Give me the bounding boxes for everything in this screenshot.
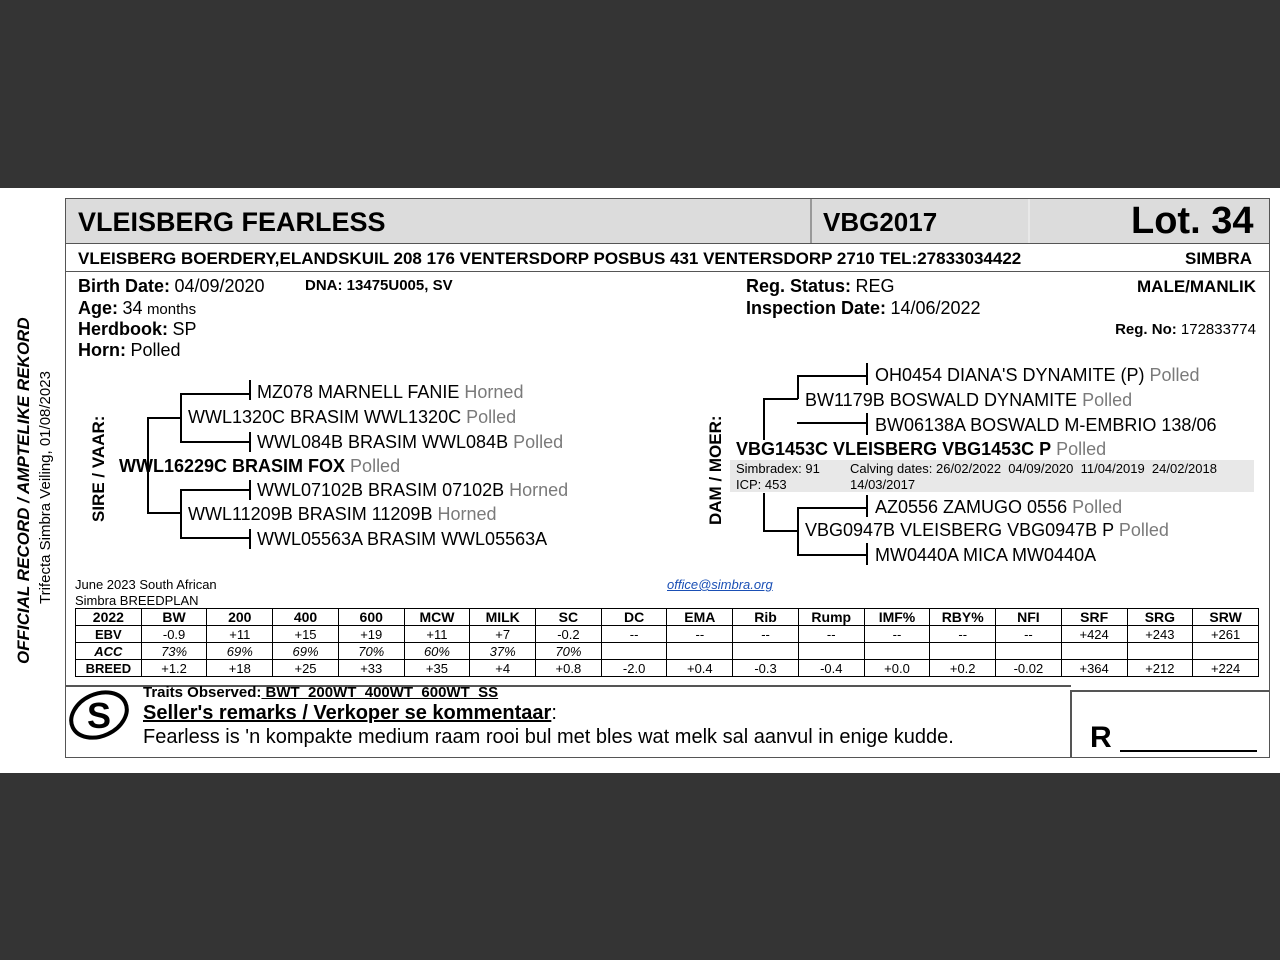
table-cell: EMA: [667, 609, 733, 626]
table-cell: -2.0: [601, 660, 667, 677]
table-cell: +424: [1061, 626, 1127, 643]
dna-info: DNA: 13475U005, SV: [305, 277, 453, 294]
table-cell: RBY%: [930, 609, 996, 626]
horn-status: Horn: Polled: [78, 340, 181, 360]
breedplan-line1: June 2023 South African: [75, 577, 217, 592]
simbradex: Simbradex: 91: [736, 461, 820, 476]
table-cell: SRF: [1061, 609, 1127, 626]
sale-label: Trifecta Simbra Veiling, 01/08/2023: [37, 371, 54, 604]
table-cell: --: [864, 626, 930, 643]
table-cell: -0.2: [536, 626, 602, 643]
table-cell: MILK: [470, 609, 536, 626]
table-row: [76, 660, 1259, 677]
table-cell: --: [930, 626, 996, 643]
table-cell: +25: [273, 660, 339, 677]
table-cell: 600: [338, 609, 404, 626]
dam-label: DAM / MOER:: [706, 415, 725, 525]
table-cell: +15: [273, 626, 339, 643]
table-cell: 69%: [207, 643, 273, 660]
animal-name: VLEISBERG FEARLESS: [78, 207, 386, 237]
table-cell: +7: [470, 626, 536, 643]
table-cell: ACC: [76, 643, 142, 660]
sire-dam: WWL11209B BRASIM 11209B Horned: [188, 504, 497, 524]
catalogue-sheet: [0, 188, 1280, 773]
dam-dam-sire: AZ0556 ZAMUGO 0556 Polled: [875, 497, 1123, 517]
table-cell: [996, 643, 1062, 660]
remarks-title: Seller's remarks / Verkoper se kommentaar:: [143, 702, 557, 724]
official-record-label: OFFICIAL RECORD / AMPTELIKE REKORD: [14, 317, 33, 664]
table-cell: [733, 643, 799, 660]
table-cell: +4: [470, 660, 536, 677]
breeder-address: VLEISBERG BOERDERY,ELANDSKUIL 208 176 VENTERSDORP POSBUS 431 VENTERSDORP 2710 TEL:27833034422: [78, 249, 1022, 268]
table-cell: +1.2: [141, 660, 207, 677]
table-cell: +33: [338, 660, 404, 677]
table-cell: 73%: [141, 643, 207, 660]
table-cell: -0.4: [798, 660, 864, 677]
birth-date: Birth Date: 04/09/2020: [78, 276, 265, 296]
table-cell: Rib: [733, 609, 799, 626]
breedplan-line2: Simbra BREEDPLAN: [75, 593, 199, 608]
price-label: R: [1090, 721, 1112, 754]
table-cell: --: [601, 626, 667, 643]
table-cell: +0.4: [667, 660, 733, 677]
table-cell: [601, 643, 667, 660]
table-cell: [930, 643, 996, 660]
table-cell: +0.0: [864, 660, 930, 677]
table-cell: -0.9: [141, 626, 207, 643]
table-header-row: [76, 609, 1259, 626]
reg-number: Reg. No: 172833774: [1115, 321, 1256, 338]
simbra-logo: [66, 686, 132, 744]
table-cell: DC: [601, 609, 667, 626]
table-cell: [864, 643, 930, 660]
table-cell: +19: [338, 626, 404, 643]
remarks-text: Fearless is 'n kompakte medium raam rooi bul met bles wat melk sal aanvul in enige kudde.: [143, 726, 954, 748]
table-cell: BW: [141, 609, 207, 626]
email-link[interactable]: office@simbra.org: [667, 577, 773, 592]
table-row: [76, 626, 1259, 643]
dam-dam-dam: MW0440A MICA MW0440A: [875, 545, 1097, 565]
reg-status: Reg. Status: REG: [746, 276, 895, 296]
table-cell: --: [996, 626, 1062, 643]
dam-dam: VBG0947B VLEISBERG VBG0947B P Polled: [805, 520, 1169, 540]
table-cell: --: [798, 626, 864, 643]
svg-text:S: S: [86, 695, 112, 736]
table-cell: +0.8: [536, 660, 602, 677]
table-cell: SRW: [1193, 609, 1259, 626]
icp: ICP: 453: [736, 477, 787, 492]
table-cell: +243: [1127, 626, 1193, 643]
dam-sire-dam: BW06138A BOSWALD M-EMBRIO 138/06: [875, 415, 1217, 435]
table-cell: BREED: [76, 660, 142, 677]
sire-name: WWL16229C BRASIM FOX Polled: [119, 456, 401, 476]
sire-sire-dam: WWL084B BRASIM WWL084B Polled: [257, 432, 564, 452]
calving-dates-cont: 14/03/2017: [850, 477, 916, 492]
animal-code: VBG2017: [823, 207, 938, 237]
dam-name: VBG1453C VLEISBERG VBG1453C P Polled: [736, 439, 1107, 459]
table-cell: [667, 643, 733, 660]
table-cell: NFI: [996, 609, 1062, 626]
table-cell: [1193, 643, 1259, 660]
table-cell: --: [733, 626, 799, 643]
table-row: [76, 643, 1259, 660]
table-cell: SRG: [1127, 609, 1193, 626]
sex: MALE/MANLIK: [1137, 277, 1256, 296]
sire-sire-sire: MZ078 MARNELL FANIE Horned: [257, 382, 524, 402]
table-cell: -0.3: [733, 660, 799, 677]
table-cell: EBV: [76, 626, 142, 643]
traits-observed: Traits Observed: BWT 200WT 400WT 600WT SS: [143, 684, 499, 701]
lot-number: Lot. 34: [1131, 200, 1254, 242]
table-cell: 200: [207, 609, 273, 626]
table-cell: +11: [404, 626, 470, 643]
table-cell: 2022: [76, 609, 142, 626]
table-cell: IMF%: [864, 609, 930, 626]
sire-dam-sire: WWL07102B BRASIM 07102B Horned: [257, 480, 569, 500]
herdbook: Herdbook: SP: [78, 319, 197, 339]
table-cell: Rump: [798, 609, 864, 626]
ebv-table: [75, 608, 1259, 677]
table-cell: MCW: [404, 609, 470, 626]
price-field[interactable]: [1120, 750, 1257, 752]
table-cell: +224: [1193, 660, 1259, 677]
table-cell: [1127, 643, 1193, 660]
table-cell: 400: [273, 609, 339, 626]
breed-name: SIMBRA: [1185, 249, 1253, 268]
table-cell: +0.2: [930, 660, 996, 677]
table-cell: +261: [1193, 626, 1259, 643]
table-cell: 70%: [338, 643, 404, 660]
dam-sire: BW1179B BOSWALD DYNAMITE Polled: [805, 390, 1133, 410]
table-cell: +11: [207, 626, 273, 643]
age: Age: 34 months: [78, 298, 197, 318]
calving-dates: Calving dates: 26/02/2022 04/09/2020 11/04/2019 24/02/2018: [850, 461, 1217, 476]
table-cell: [1061, 643, 1127, 660]
sire-dam-dam: WWL05563A BRASIM WWL05563A: [257, 529, 548, 549]
table-cell: +212: [1127, 660, 1193, 677]
table-cell: 37%: [470, 643, 536, 660]
sire-sire: WWL1320C BRASIM WWL1320C Polled: [188, 407, 517, 427]
table-cell: 69%: [273, 643, 339, 660]
table-cell: 60%: [404, 643, 470, 660]
table-cell: --: [667, 626, 733, 643]
table-cell: [798, 643, 864, 660]
table-cell: +18: [207, 660, 273, 677]
dam-sire-sire: OH0454 DIANA'S DYNAMITE (P) Polled: [875, 365, 1200, 385]
table-cell: +35: [404, 660, 470, 677]
inspection-date: Inspection Date: 14/06/2022: [746, 298, 981, 318]
table-cell: -0.02: [996, 660, 1062, 677]
sire-label: SIRE / VAAR:: [89, 415, 108, 522]
table-cell: +364: [1061, 660, 1127, 677]
table-cell: SC: [536, 609, 602, 626]
table-cell: 70%: [536, 643, 602, 660]
